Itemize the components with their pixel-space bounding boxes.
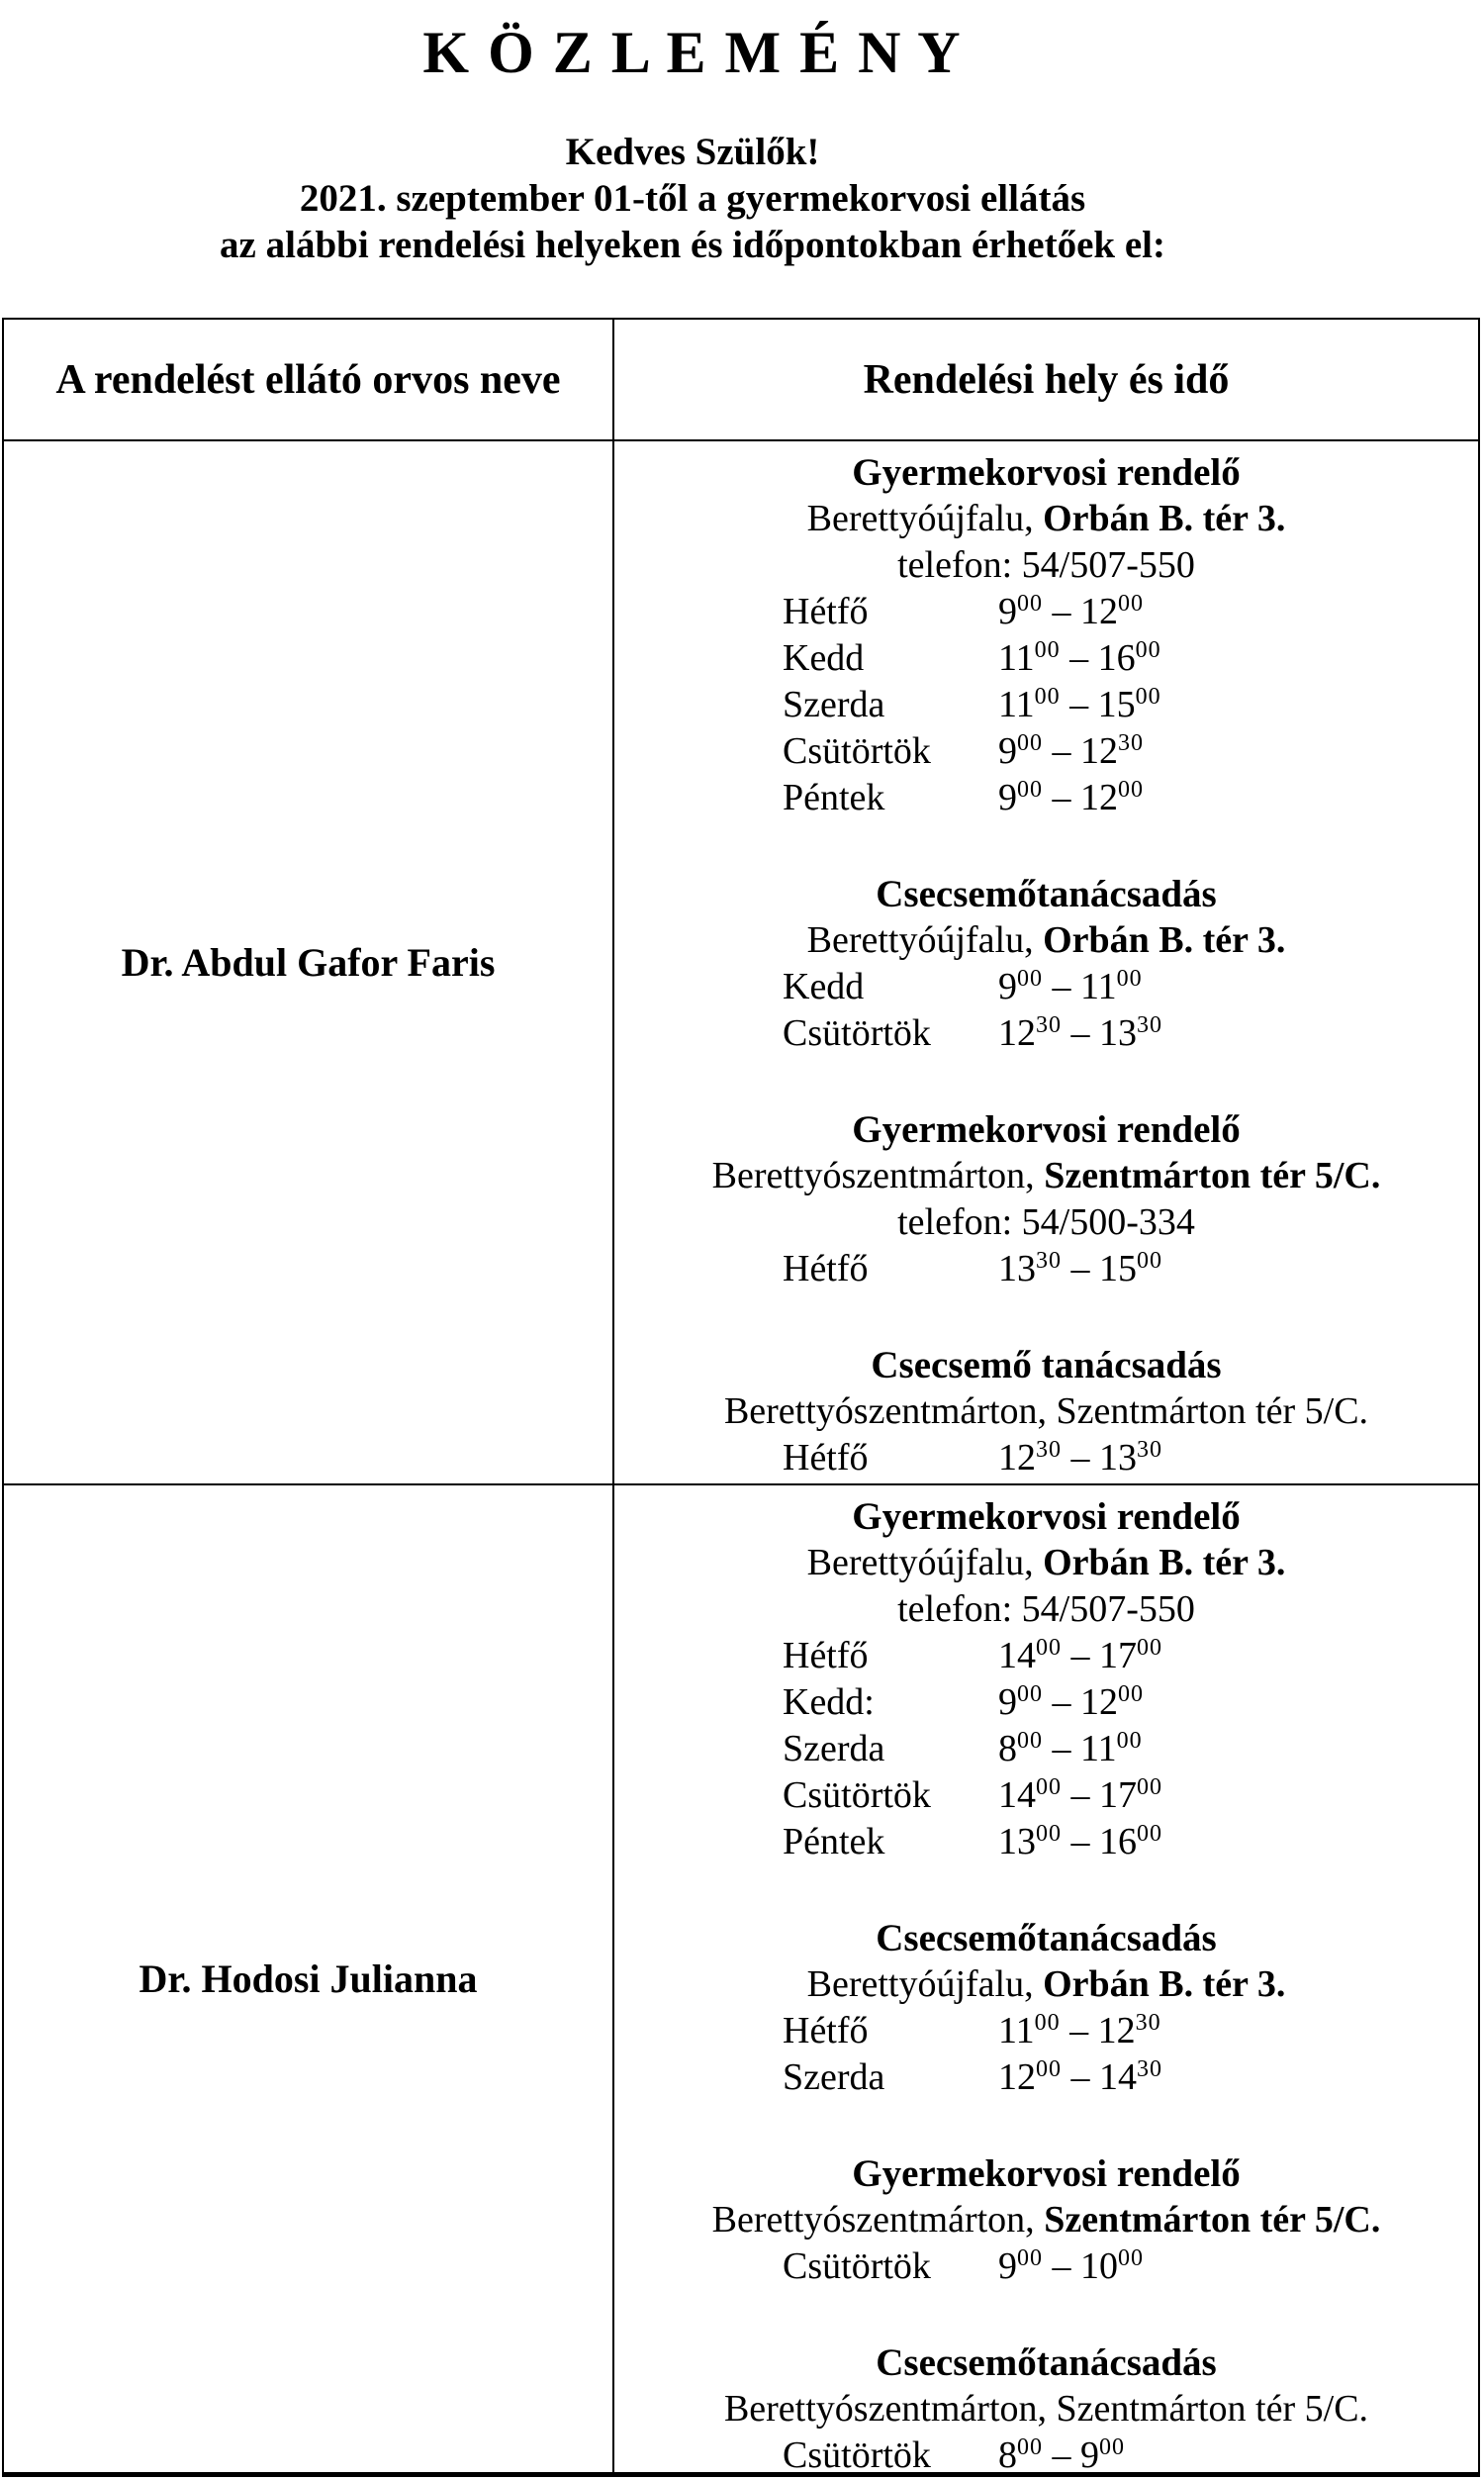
start-minutes-superscript: 00: [1036, 2056, 1062, 2082]
service-title: Csecsemő tanácsadás: [871, 1344, 1222, 1386]
page-title: K Ö Z L E M É N Y: [422, 20, 963, 85]
start-minutes-superscript: 00: [1017, 730, 1043, 756]
schedule-day: Szerda: [783, 1728, 885, 1769]
end-minutes-superscript: 00: [1118, 1681, 1144, 1707]
address-bold-part: Orbán B. tér 3.: [1043, 1542, 1286, 1583]
schedule-time: $11^{00} - 16^{00}$: [998, 637, 1161, 679]
schedule-time: $12^{30} - 13^{30}$: [998, 1012, 1162, 1054]
start-minutes-superscript: 00: [1017, 2245, 1043, 2271]
address-part: Berettyószentmárton,: [711, 1155, 1045, 1196]
schedule-day: Hétfő: [783, 1437, 869, 1478]
schedule-row: [614, 2432, 1478, 2472]
schedule-row: [614, 1679, 1478, 1726]
start-minutes-superscript: 00: [1017, 966, 1043, 992]
service-address: [614, 917, 1478, 964]
schedule-row: [614, 2243, 1478, 2290]
service-phone: telefon: 54/500-334: [897, 1201, 1195, 1243]
address-bold-part: Szentmárton tér 5/C.: [1044, 1155, 1381, 1196]
service-block: [614, 2150, 1478, 2290]
doctor-name-cell: Dr. Hodosi Julianna: [4, 1485, 614, 2472]
schedule-time: $12^{00} - 14^{30}$: [998, 2056, 1162, 2098]
schedule-time: $9^{00} - 12^{00}$: [998, 1681, 1144, 1723]
address-part: Berettyószentmárton, Szentmárton tér 5/C.: [723, 2388, 1369, 2430]
start-minutes-superscript: 30: [1036, 1012, 1062, 1038]
start-minutes-superscript: 00: [1036, 1821, 1062, 1847]
address-part: Berettyóújfalu,: [806, 498, 1044, 539]
service-title: Csecsemőtanácsadás: [876, 1917, 1217, 1959]
end-minutes-superscript: 00: [1118, 777, 1144, 803]
intro-line-info: az alábbi rendelési helyeken és időpontokban érhetőek el:: [220, 224, 1165, 266]
intro-text: [0, 129, 1385, 268]
schedule-day: Hétfő: [783, 1248, 869, 1289]
end-minutes-superscript: 00: [1116, 1728, 1143, 1754]
intro-line-date: 2021. szeptember 01-től a gyermekorvosi ellátás: [299, 177, 1086, 220]
schedule-day: Csütörtök: [783, 730, 931, 772]
schedule-row: [614, 728, 1478, 775]
schedule-day: Hétfő: [783, 2010, 869, 2051]
service-title: Gyermekorvosi rendelő: [852, 1495, 1241, 1538]
start-minutes-superscript: 00: [1017, 591, 1043, 617]
schedule-row: [614, 1010, 1478, 1057]
schedule-row: [614, 1819, 1478, 1865]
schedule-time: $8^{00} - 9^{00}$: [998, 2434, 1125, 2472]
end-minutes-superscript: 00: [1118, 2245, 1144, 2271]
end-minutes-superscript: 00: [1118, 591, 1144, 617]
column-header-doctor-name: A rendelést ellátó orvos neve: [4, 320, 614, 441]
service-phone: telefon: 54/507-550: [897, 544, 1195, 586]
service-block: [614, 1106, 1478, 1292]
service-title: Gyermekorvosi rendelő: [852, 1108, 1241, 1151]
start-minutes-superscript: 00: [1034, 684, 1061, 710]
service-address: [614, 1388, 1478, 1435]
address-bold-part: Orbán B. tér 3.: [1043, 919, 1286, 961]
service-address: [614, 2386, 1478, 2432]
service-address: [614, 2197, 1478, 2243]
service-address: [614, 1540, 1478, 1586]
schedule-row: [614, 1633, 1478, 1679]
schedule-row: [614, 1726, 1478, 1772]
schedule-time: $14^{00} - 17^{00}$: [998, 1774, 1162, 1816]
schedule-day: Szerda: [783, 684, 885, 725]
start-minutes-superscript: 00: [1017, 2434, 1043, 2460]
schedule-table: [2, 318, 1480, 2477]
schedule-day: Hétfő: [783, 591, 869, 632]
address-part: Berettyóújfalu,: [806, 919, 1044, 961]
end-minutes-superscript: 30: [1118, 730, 1144, 756]
document-header: [0, 0, 1385, 268]
schedule-time: $9^{00} - 11^{00}$: [998, 966, 1143, 1007]
start-minutes-superscript: 30: [1036, 1248, 1062, 1274]
service-address: [614, 1153, 1478, 1199]
schedule-time: $11^{00} - 15^{00}$: [998, 684, 1161, 725]
schedule-row: [614, 964, 1478, 1010]
address-part: Berettyóújfalu,: [806, 1963, 1044, 2005]
doctor-name-cell: Dr. Abdul Gafor Faris: [4, 441, 614, 1485]
start-minutes-superscript: 00: [1034, 2010, 1061, 2036]
schedule-day: Csütörtök: [783, 2434, 931, 2472]
schedule-time: $11^{00} - 12^{30}$: [998, 2010, 1161, 2051]
service-block: [614, 2339, 1478, 2472]
start-minutes-superscript: 00: [1036, 1635, 1062, 1661]
start-minutes-superscript: 30: [1036, 1437, 1062, 1463]
schedule-day: Szerda: [783, 2056, 885, 2098]
end-minutes-superscript: 00: [1137, 1821, 1162, 1847]
schedule-row: [614, 635, 1478, 682]
start-minutes-superscript: 00: [1017, 1728, 1043, 1754]
address-part: Berettyószentmárton, Szentmárton tér 5/C.: [723, 1390, 1369, 1432]
address-part: Berettyóújfalu,: [806, 1542, 1044, 1583]
schedule-day: Csütörtök: [783, 1774, 931, 1816]
schedule-row: [614, 775, 1478, 821]
start-minutes-superscript: 00: [1017, 777, 1043, 803]
schedule-row: [614, 1772, 1478, 1819]
schedule-day: Kedd: [783, 637, 865, 679]
start-minutes-superscript: 00: [1036, 1774, 1062, 1800]
start-minutes-superscript: 00: [1017, 1681, 1043, 1707]
schedule-cell: [614, 1485, 1478, 2472]
end-minutes-superscript: 00: [1135, 637, 1161, 663]
service-title: Gyermekorvosi rendelő: [852, 451, 1241, 494]
end-minutes-superscript: 00: [1099, 2434, 1125, 2460]
end-minutes-superscript: 30: [1137, 2056, 1162, 2082]
address-bold-part: Orbán B. tér 3.: [1043, 1963, 1286, 2005]
address-part: Berettyószentmárton,: [711, 2199, 1045, 2241]
schedule-row: [614, 1435, 1478, 1481]
schedule-row: [614, 2054, 1478, 2101]
service-address: [614, 496, 1478, 542]
schedule-day: Péntek: [783, 777, 885, 818]
schedule-cell: [614, 441, 1478, 1485]
service-block: [614, 1342, 1478, 1481]
schedule-time: $13^{00} - 16^{00}$: [998, 1821, 1162, 1862]
end-minutes-superscript: 00: [1116, 966, 1143, 992]
schedule-row: [614, 2008, 1478, 2054]
schedule-row: [614, 589, 1478, 635]
schedule-day: Csütörtök: [783, 2245, 931, 2287]
schedule-day: Kedd: [783, 966, 865, 1007]
end-minutes-superscript: 00: [1137, 1248, 1162, 1274]
schedule-row: [614, 1246, 1478, 1292]
schedule-time: $12^{30} - 13^{30}$: [998, 1437, 1162, 1478]
schedule-time: $13^{30} - 15^{00}$: [998, 1248, 1162, 1289]
address-bold-part: Orbán B. tér 3.: [1043, 498, 1286, 539]
schedule-time: $9^{00} - 12^{30}$: [998, 730, 1144, 772]
service-block: [614, 1493, 1478, 1865]
schedule-time: $9^{00} - 12^{00}$: [998, 591, 1144, 632]
end-minutes-superscript: 00: [1137, 1635, 1162, 1661]
end-minutes-superscript: 30: [1137, 1437, 1162, 1463]
intro-line-greeting: Kedves Szülők!: [565, 131, 820, 173]
service-phone: telefon: 54/507-550: [897, 1588, 1195, 1630]
service-block: [614, 871, 1478, 1057]
schedule-day: Hétfő: [783, 1635, 869, 1676]
service-block: [614, 449, 1478, 821]
service-title: Csecsemőtanácsadás: [876, 2341, 1217, 2384]
schedule-day: Kedd:: [783, 1681, 875, 1723]
schedule-day: Péntek: [783, 1821, 885, 1862]
service-title: Gyermekorvosi rendelő: [852, 2152, 1241, 2195]
schedule-day: Csütörtök: [783, 1012, 931, 1054]
schedule-time: $8^{00} - 11^{00}$: [998, 1728, 1143, 1769]
address-bold-part: Szentmárton tér 5/C.: [1044, 2199, 1381, 2241]
schedule-row: [614, 682, 1478, 728]
end-minutes-superscript: 30: [1135, 2010, 1161, 2036]
end-minutes-superscript: 00: [1135, 684, 1161, 710]
end-minutes-superscript: 00: [1137, 1774, 1162, 1800]
schedule-time: $9^{00} - 12^{00}$: [998, 777, 1144, 818]
end-minutes-superscript: 30: [1137, 1012, 1162, 1038]
schedule-time: $9^{00} - 10^{00}$: [998, 2245, 1144, 2287]
service-block: [614, 1915, 1478, 2101]
schedule-time: $14^{00} - 17^{00}$: [998, 1635, 1162, 1676]
service-address: [614, 1961, 1478, 2008]
service-title: Csecsemőtanácsadás: [876, 873, 1217, 915]
column-header-place-time: Rendelési hely és idő: [614, 320, 1478, 441]
start-minutes-superscript: 00: [1034, 637, 1061, 663]
